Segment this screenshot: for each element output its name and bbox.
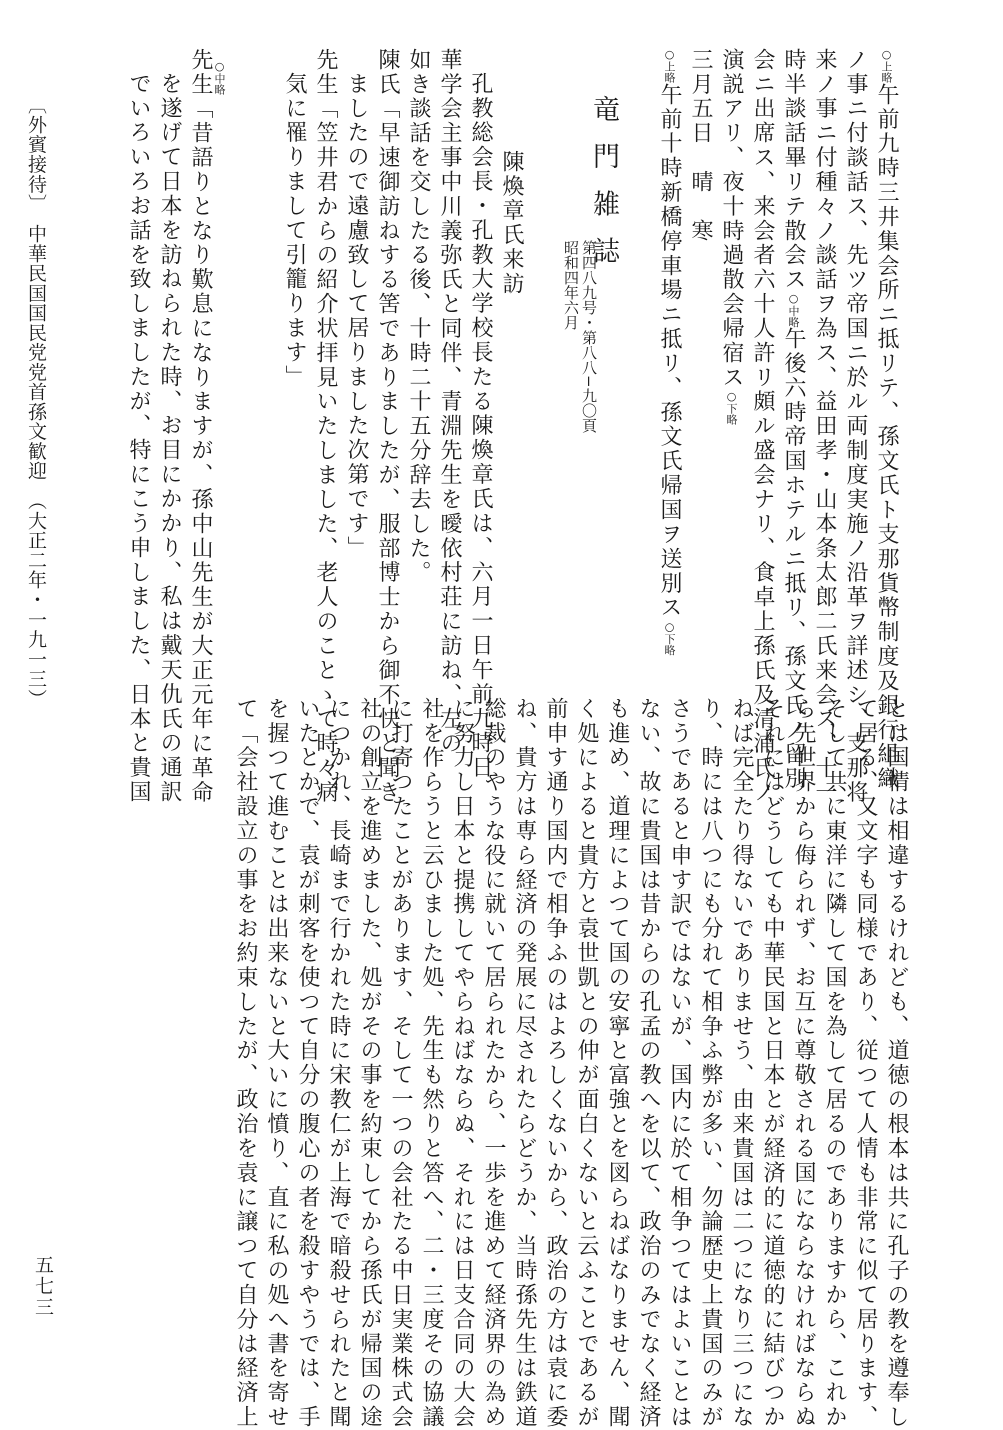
omission-mark: ○下略 bbox=[663, 620, 676, 656]
text-column: 陳氏「早速御訪ねする筈でありましたが、服部博士から御不快と聞き bbox=[375, 48, 400, 806]
text-column: 会ニ出席ス、来会者六十人許リ頗ル盛会ナリ、食卓上孫氏及清浦氏ノ bbox=[750, 48, 775, 806]
text-column: ○上略午前九時三井集会所ニ抵リテ、孫文氏ト支那貨幣制度及銀行組織 bbox=[874, 48, 899, 792]
issue-info: 第四八九号・第八八−九〇頁 bbox=[580, 240, 598, 433]
issue-date: 昭和四年六月 bbox=[562, 240, 580, 330]
text-column: 三月五日 晴 寒 bbox=[688, 48, 713, 244]
footer-divider bbox=[25, 204, 47, 224]
text-column: も進め、道理によつて国の安寧と富強とを図らねばなりません、聞 bbox=[605, 697, 630, 1430]
text-column: ね、貴方は専ら経済の発展に尽されたらどうか、当時孫先生は鉄道 bbox=[512, 697, 537, 1430]
text-column: 社を作らうと云ひました処、先生も然りと答へ、二・三度その協議 bbox=[419, 697, 444, 1430]
text-column: 社の創立を進めました、処がその事を約束してから孫氏が帰国の途 bbox=[357, 697, 382, 1430]
text-column: に打寄つたことがあります、そして一つの会社たる中日実業株式会 bbox=[388, 697, 413, 1430]
omission-mark: ○中略 bbox=[787, 292, 800, 328]
text-column: 前申す通り国内で相争ふのはよろしくないから、政治の方は袁に委 bbox=[543, 697, 568, 1430]
text-column: とは国情は相違するけれども、道徳の根本は共に孔子の教を遵奉し bbox=[884, 697, 909, 1430]
section-subtitle: 陳煥章氏来訪 bbox=[499, 150, 524, 297]
footer-topic: 中華民国国民党党首孫文歓迎 bbox=[25, 223, 47, 481]
text-column: く処によると貴方と袁世凱との仲が面白くないと云ふことであるが bbox=[574, 697, 599, 1430]
text-column: 如き談話を交したる後、十時二十五分辞去した。 bbox=[406, 48, 431, 586]
text-column: いたとかで、袁が刺客を使つて自分の腹心の者を殺すやうでは、手 bbox=[295, 697, 320, 1430]
text-column: それにはどうしても中華民国と日本とが経済的に道徳的に結びつか bbox=[760, 697, 785, 1430]
text-column: ましたので遠慮致して居りました次第です」 bbox=[344, 72, 369, 561]
text-column: を遂げて日本を訪ねられた時、お目にかかり、私は戴天仇氏の通訳 bbox=[157, 72, 182, 805]
footer-period: （大正二年・一九一三） bbox=[25, 500, 47, 709]
text-column: ノ事ニ付談話ス、先ツ帝国ニ於ル両制度実施ノ沿革ヲ詳述シ、支那将 bbox=[843, 48, 868, 806]
text-column: につかれ、長崎まで行かれた時に宋教仁が上海で暗殺せられたと聞 bbox=[326, 697, 351, 1430]
footer-section: 〔外賓接待〕 bbox=[25, 95, 47, 205]
text-column: 先生「笠井君からの紹介状拝見いたしました、老人のことゝて時々病 bbox=[313, 48, 338, 806]
running-footer bbox=[24, 95, 48, 708]
omission-mark: ○中略 bbox=[213, 60, 226, 95]
text-column: ねば完全たり得ないでありませう、由来貴国は二つになり三つにな bbox=[729, 697, 754, 1430]
text-column: でいろいろお話を致しましたが、特にこう申しました、日本と貴国 bbox=[126, 72, 151, 805]
text-column: 時半談話畢リテ散会ス○中略午後六時帝国ホテルニ抵リ、孫文氏ノ留別 bbox=[781, 48, 806, 792]
text-column: て居る、又文字も同様であり、従つて人情も非常に似て居ります、 bbox=[853, 697, 878, 1430]
text-column: り、時には八つにも分れて相争ふ弊が多い、勿論歴史上貴国のみが bbox=[698, 697, 723, 1430]
text-column: ら先世界から侮られず、お互に尊敬される国にならなければならぬ bbox=[791, 697, 816, 1430]
text-column: 演説アリ、夜十時過散会帰宿ス○下略 bbox=[719, 48, 744, 425]
omission-mark: ○上略 bbox=[663, 48, 676, 83]
text-column: ない、故に貴国は昔からの孔孟の教へを以て、政治のみでなく経済 bbox=[636, 697, 661, 1430]
journal-title: 竜門雑誌 bbox=[588, 95, 619, 284]
text-column: ○上略午前十時新橋停車場ニ抵リ、孫文氏帰国ヲ送別ス○下略 bbox=[657, 48, 682, 656]
text-column: さうであると申す訳ではないが、国内に於て相争つてはよいことは bbox=[667, 697, 692, 1430]
page-number: 五七三 bbox=[32, 1255, 54, 1318]
text-column: 孔教総会長・孔教大学校長たる陳煥章氏は、六月一日午前九時日 bbox=[468, 72, 493, 781]
text-column: を握つて進むことは出来ないと大いに憤り、直に私の処へ書を寄せ bbox=[264, 697, 289, 1430]
text-column: そして共に東洋に隣して国を為して居るのでありますから、これか bbox=[822, 697, 847, 1430]
omission-mark: ○上略 bbox=[880, 48, 893, 83]
text-column: 来ノ事ニ付種々ノ談話ヲ為ス、益田孝・山本条太郎二氏来会ス、十一 bbox=[812, 48, 837, 806]
text-column: 先生「昔語りとなり歎息になりますが、孫中山先生が大正元年に革命 bbox=[188, 48, 213, 806]
text-column: に努力し日本と提携してやらねばならぬ、それには日支合同の大会 bbox=[450, 697, 475, 1430]
text-column: て「会社設立の事をお約束したが、政治を袁に譲つて自分は経済上 bbox=[233, 697, 258, 1430]
text-column: 華学会主事中川義弥氏と同伴、青淵先生を曖依村荘に訪ね、左の bbox=[437, 48, 462, 757]
text-column: 気に罹りまして引籠ります」 bbox=[282, 72, 307, 390]
omission-mark: ○下略 bbox=[725, 389, 738, 425]
text-column: 総裁のやうな役に就いて居られたから、一歩を進めて経済界の為め bbox=[481, 697, 506, 1430]
